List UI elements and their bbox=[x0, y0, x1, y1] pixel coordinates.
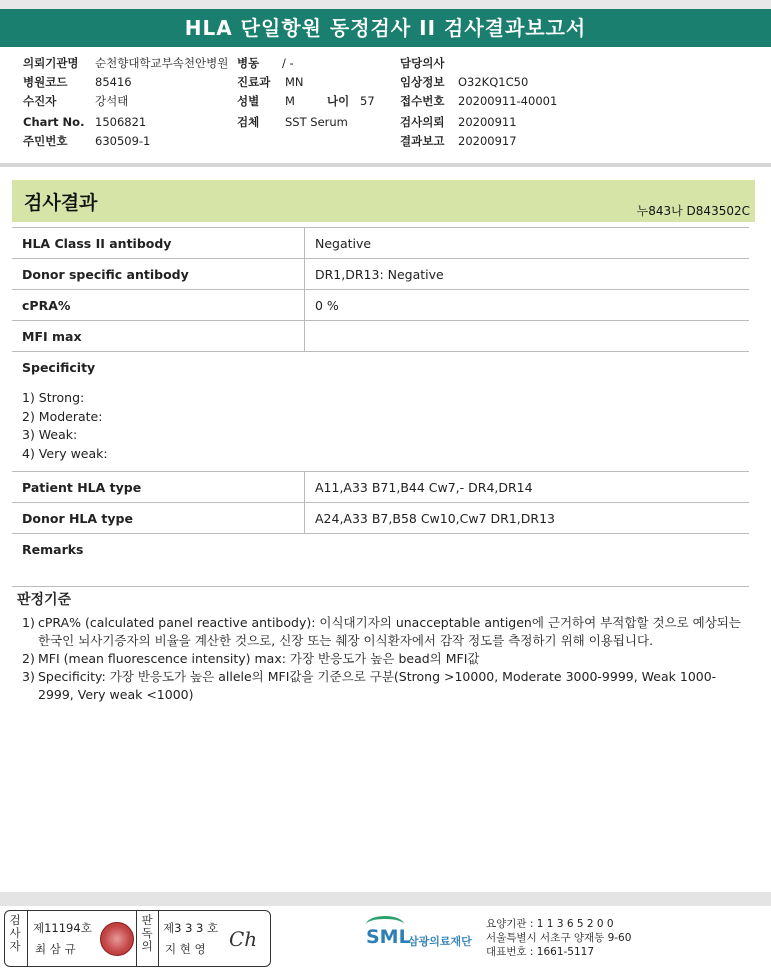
sml-logo bbox=[366, 916, 478, 956]
top-strip bbox=[0, 0, 771, 9]
result-label: cPRA% bbox=[12, 290, 305, 321]
remarks-row bbox=[12, 534, 749, 587]
result-value bbox=[305, 321, 750, 352]
criteria-num: 1) bbox=[22, 615, 35, 630]
hdr-value-resident-no: 630509-1 bbox=[95, 134, 151, 148]
table-row bbox=[12, 472, 749, 503]
signature-box bbox=[4, 910, 271, 967]
hdr-label-sex: 성별 bbox=[237, 94, 260, 108]
hdr-value-institution: 순천향대학교부속천안병원 bbox=[95, 56, 229, 70]
examiner-label: 검사자 bbox=[9, 913, 21, 953]
report-title: HLA 단일항원 동정검사 II 검사결과보고서 bbox=[0, 9, 771, 47]
institution-code: 요양기관 : 1 1 3 6 5 2 0 0 bbox=[486, 918, 614, 930]
criteria-list bbox=[22, 614, 744, 704]
hdr-value-ward: / - bbox=[282, 56, 294, 70]
table-row bbox=[12, 503, 749, 534]
hla-value: A11,A33 B71,B44 Cw7,- DR4,DR14 bbox=[305, 472, 750, 503]
table-row bbox=[12, 228, 749, 259]
results-table bbox=[12, 227, 749, 587]
results-section-title: 검사결과 bbox=[24, 192, 98, 214]
reviewer-name: 지 현 영 bbox=[165, 942, 206, 956]
hdr-label-resident-no: 주민번호 bbox=[23, 134, 68, 148]
hdr-label-specimen: 검체 bbox=[237, 115, 260, 129]
specificity-list bbox=[22, 375, 739, 471]
hdr-label-doctor: 담당의사 bbox=[400, 56, 445, 70]
official-seal-icon bbox=[100, 922, 134, 956]
hdr-label-hospital-code: 병원코드 bbox=[23, 75, 68, 89]
hdr-label-receipt-no: 접수번호 bbox=[400, 94, 445, 108]
hdr-value-request-date: 20200911 bbox=[458, 115, 517, 129]
criteria-text: cPRA% (calculated panel reactive antibody): 이식대기자의 unacceptable antigen에 근거하여 부적합할 것으로 예상되는 한국인 뇌사기증자의 비율을 계산한 것으로, 신장 또는 췌장 이식환자에서 감작 정도를 측정하기 위해 이용됩니다. bbox=[38, 615, 741, 648]
examiner-license: 제11194호 bbox=[33, 921, 92, 935]
hla-value: A24,A33 B7,B58 Cw10,Cw7 DR1,DR13 bbox=[305, 503, 750, 534]
criteria-num: 2) bbox=[22, 651, 35, 666]
institution-phone: 대표번호 : 1661-5117 bbox=[486, 946, 595, 958]
examiner-name: 최 삼 규 bbox=[35, 942, 76, 956]
reviewer-license: 제3 3 3 호 bbox=[163, 921, 219, 935]
hdr-value-clinical-info: O32KQ1C50 bbox=[458, 75, 529, 89]
hdr-label-clinical-info: 임상정보 bbox=[400, 75, 445, 89]
result-value: Negative bbox=[305, 228, 750, 259]
results-section-bar bbox=[12, 180, 755, 222]
signature-icon: Ch bbox=[229, 927, 258, 951]
hla-label: Donor HLA type bbox=[12, 503, 305, 534]
criteria-item bbox=[22, 668, 744, 704]
result-label: MFI max bbox=[12, 321, 305, 352]
hdr-value-hospital-code: 85416 bbox=[95, 75, 132, 89]
hdr-label-department: 진료과 bbox=[237, 75, 271, 89]
criteria-text: Specificity: 가장 반응도가 높은 allele의 MFI값을 기준으로 구분(Strong >10000, Moderate 3000-9999, Weak 1000-2999, Very weak <1000) bbox=[38, 669, 717, 702]
hdr-label-ward: 병동 bbox=[237, 56, 260, 70]
remarks-label: Remarks bbox=[12, 534, 749, 587]
specificity-item: 1) Strong: bbox=[22, 390, 85, 405]
hdr-value-patient: 강석태 bbox=[95, 94, 129, 108]
stamp-divider bbox=[27, 911, 28, 966]
result-label: Donor specific antibody bbox=[12, 259, 305, 290]
hdr-value-receipt-no: 20200911-40001 bbox=[458, 94, 558, 108]
logo-mark: SML bbox=[366, 926, 411, 948]
stamp-divider bbox=[136, 911, 137, 966]
criteria-title: 판정기준 bbox=[17, 592, 72, 608]
criteria-item bbox=[22, 650, 744, 668]
specificity-item: 3) Weak: bbox=[22, 427, 78, 442]
specificity-row bbox=[12, 352, 749, 472]
specificity-item: 2) Moderate: bbox=[22, 408, 103, 424]
hdr-label-chart-no: Chart No. bbox=[23, 115, 85, 129]
hdr-value-age: 57 bbox=[360, 94, 375, 108]
header-divider bbox=[0, 163, 771, 167]
table-row bbox=[12, 290, 749, 321]
hdr-value-chart-no: 1506821 bbox=[95, 115, 147, 129]
hla-label: Patient HLA type bbox=[12, 472, 305, 503]
criteria-item bbox=[22, 614, 744, 650]
logo-name: 삼광의료재단 bbox=[408, 935, 472, 948]
footer-divider bbox=[0, 892, 771, 906]
result-label: HLA Class II antibody bbox=[12, 228, 305, 259]
hdr-label-request-date: 검사의뢰 bbox=[400, 115, 445, 129]
reviewer-label: 판독의 bbox=[141, 913, 153, 953]
table-row bbox=[12, 321, 749, 352]
report-header bbox=[0, 47, 771, 165]
hdr-value-department: MN bbox=[285, 75, 304, 89]
hdr-value-sex: M bbox=[285, 94, 295, 108]
table-row bbox=[12, 259, 749, 290]
hdr-label-report-date: 결과보고 bbox=[400, 134, 445, 148]
hdr-value-report-date: 20200917 bbox=[458, 134, 517, 148]
specificity-label: Specificity bbox=[22, 360, 96, 375]
results-section-code: 누843나 D843502C bbox=[636, 204, 750, 218]
institution-info bbox=[486, 917, 631, 959]
result-value: DR1,DR13: Negative bbox=[305, 259, 750, 290]
result-value: 0 % bbox=[305, 290, 750, 321]
hdr-label-age: 나이 bbox=[327, 94, 350, 108]
hdr-label-institution: 의뢰기관명 bbox=[23, 56, 79, 70]
stamp-divider bbox=[158, 911, 159, 966]
criteria-num: 3) bbox=[22, 669, 35, 684]
criteria-text: MFI (mean fluorescence intensity) max: 가장 반응도가 높은 bead의 MFI값 bbox=[38, 651, 480, 666]
hdr-label-patient: 수진자 bbox=[23, 94, 57, 108]
hdr-value-specimen: SST Serum bbox=[285, 115, 348, 129]
specificity-item: 4) Very weak: bbox=[22, 445, 108, 461]
institution-address: 서울특별시 서초구 양재동 9-60 bbox=[486, 932, 632, 944]
